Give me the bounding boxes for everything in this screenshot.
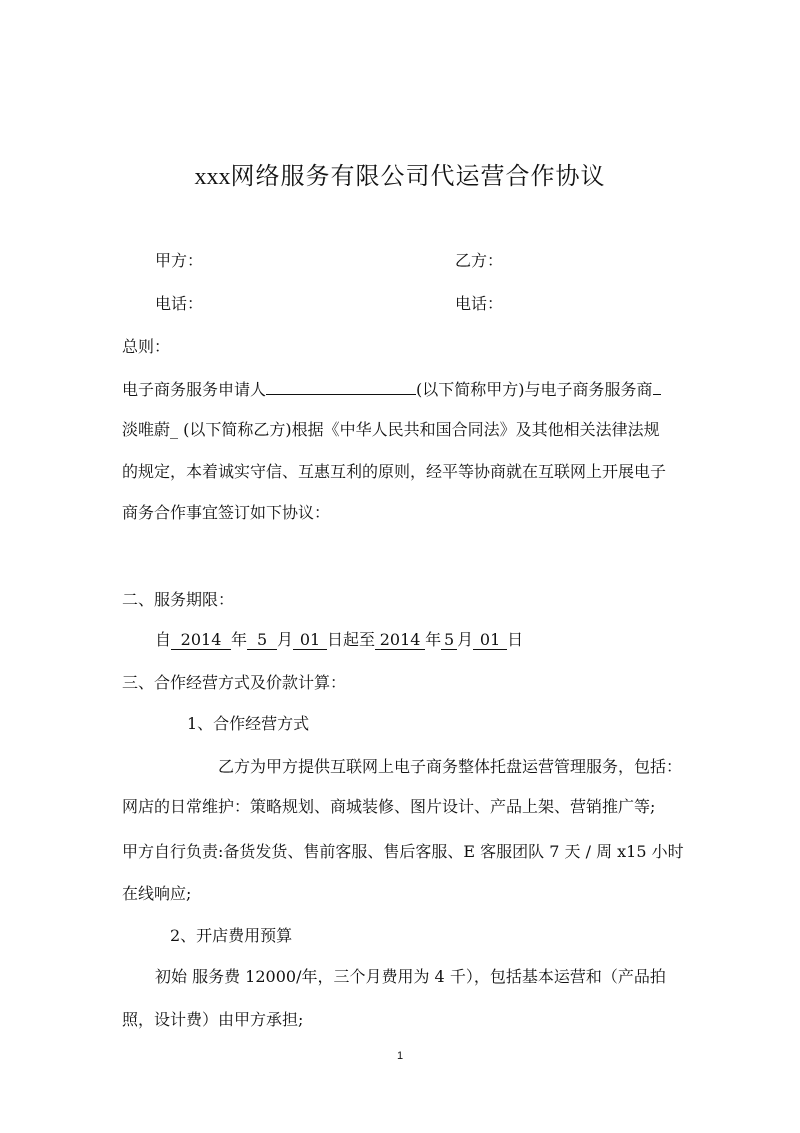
title-prefix: xxx: [194, 164, 231, 190]
intro-line-4: 商务合作事宜签订如下协议：: [122, 503, 331, 522]
provider-blank: [653, 378, 661, 395]
subsection-2-heading: 2、开店费用预算: [170, 926, 293, 945]
period-day-label-2: 日: [507, 630, 524, 649]
end-month: 5: [441, 631, 457, 650]
subsection-1-para-2: 网店的日常维护：策略规划、商城装修、图片设计、产品上架、营销推广等;: [122, 797, 656, 816]
start-month: 5: [247, 631, 277, 650]
subsection-2-para-1: 初始 服务费 12000/年，三个月费用为 4 千），包括基本运营和（产品拍: [155, 967, 666, 986]
period-month-label-2: 月: [457, 630, 474, 649]
subsection-2-para-2: 照，设计费）由甲方承担;: [122, 1010, 304, 1029]
applicant-blank: [266, 378, 416, 395]
period-month-label-1: 月: [277, 630, 294, 649]
general-heading: 总则：: [122, 337, 171, 356]
period-year-label-1: 年: [231, 630, 248, 649]
start-year: 2014: [171, 631, 231, 650]
subsection-1-para-4: 在线响应;: [122, 884, 192, 903]
title-main: 网络服务有限公司代运营合作协议: [230, 162, 606, 190]
end-year: 2014: [375, 631, 425, 650]
page-number: 1: [396, 1050, 404, 1062]
intro-line-1-start: 电子商务服务申请人: [122, 380, 267, 399]
intro-line-2: 淡唯蔚_ (以下简称乙方)根据《中华人民共和国合同法》及其他相关法律法规: [122, 420, 660, 439]
period-from: 自: [155, 630, 172, 649]
intro-line-1: [122, 378, 661, 401]
service-period-line: [155, 629, 523, 651]
party-b-label: 乙方：: [455, 251, 504, 270]
document-title: [0, 160, 800, 193]
phone-a-label: 电话：: [155, 294, 204, 313]
subsection-1-para-3: 甲方自行负责:备货发货、售前客服、售后客服、E 客服团队 7 天 / 周 x15 小时: [122, 842, 684, 861]
period-year-label-2: 年: [425, 630, 442, 649]
section-3-heading: 三、合作经营方式及价款计算：: [122, 673, 347, 692]
start-day: 01: [293, 631, 327, 650]
party-a-label: 甲方：: [155, 251, 204, 270]
subsection-1-para-1: 乙方为甲方提供互联网上电子商务整体托盘运营管理服务，包括：: [218, 757, 683, 776]
end-day: 01: [473, 631, 507, 650]
intro-line-3: 的规定，本着诚实守信、互惠互利的原则，经平等协商就在互联网上开展电子: [122, 462, 667, 481]
intro-line-1-end: (以下简称甲方)与电子商务服务商: [416, 380, 653, 399]
subsection-1-heading: 1、合作经营方式: [187, 714, 310, 733]
section-2-heading: 二、服务期限：: [122, 590, 235, 609]
period-day-label-1: 日起至: [327, 630, 376, 649]
phone-b-label: 电话：: [455, 294, 504, 313]
